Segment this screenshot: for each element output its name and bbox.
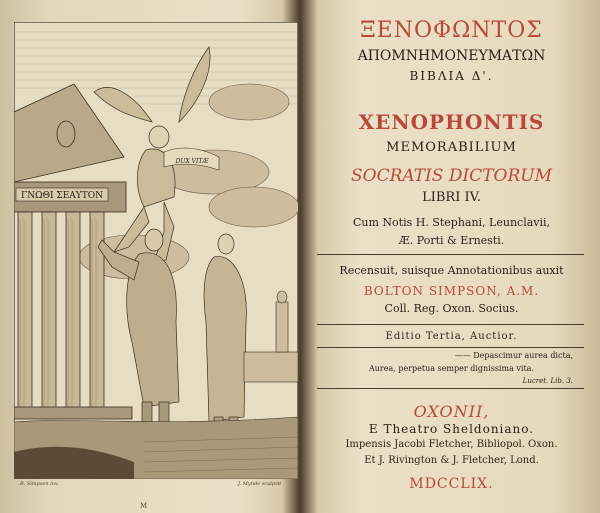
notes-line-2: Æ. Porti & Ernesti. [398, 234, 505, 247]
latin-dicta: SOCRATIS DICTORUM [350, 166, 552, 186]
frontispiece-page [0, 0, 296, 513]
latin-books: LIBRI IV. [422, 190, 481, 205]
rivington-line: Et J. Rivington & J. Fletcher, Lond. [364, 455, 539, 466]
motto-line-2: Aurea, perpetua semper dignissima vita. [369, 364, 534, 373]
engraving-caption-left: B. Simpson inv. [20, 481, 59, 487]
engraving-caption-right: J. Mynde sculpsit [238, 481, 282, 487]
editor-name: BOLTON SIMPSON, A.M. [363, 284, 540, 298]
recensuit-line: Recensuit, suisque Annotationibus auxit [339, 264, 564, 277]
greek-subtitle: ΑΠΟΜΝΗΜΟΝΕΥΜΑΤΩΝ [357, 48, 546, 64]
title-page [303, 0, 600, 513]
notes-line-1: Cum Notis H. Stephani, Leunclavii, [352, 216, 551, 229]
rule-2 [317, 324, 584, 325]
motto-line-1: —— Depascimur aurea dicta, [454, 351, 573, 360]
frontispiece-engraving [14, 22, 298, 479]
motto-source: Lucret. Lib. 3. [522, 377, 573, 385]
temple-inscription-text: ΓΝΩΘΙ ΣΕΑΥΤΟΝ [20, 191, 104, 201]
rule-4 [317, 388, 584, 389]
impensis-line: Impensis Jacobi Fletcher, Bibliopol. Oxon. [345, 439, 558, 450]
year-line: MDCCLIX. [409, 476, 494, 492]
rule-3 [317, 347, 584, 348]
latin-work: MEMORABILIUM [386, 140, 517, 155]
college-line: Coll. Reg. Oxon. Socius. [384, 302, 519, 315]
place-line: OXONII, [413, 402, 490, 421]
scroll-text: DUX VITÆ [175, 158, 209, 165]
greek-books: ΒΙΒΛΙΑ Δ'. [409, 69, 494, 83]
greek-title: ΞΕΝΟΦΩΝΤΟΣ [360, 18, 543, 43]
rule-1 [317, 254, 584, 255]
press-line: E Theatro Sheldoniano. [368, 422, 535, 436]
frontispiece-foot-mark: M [140, 502, 148, 510]
latin-author: XENOPHONTIS [358, 110, 545, 134]
edition-line: Editio Tertia, Auctior. [385, 331, 518, 342]
